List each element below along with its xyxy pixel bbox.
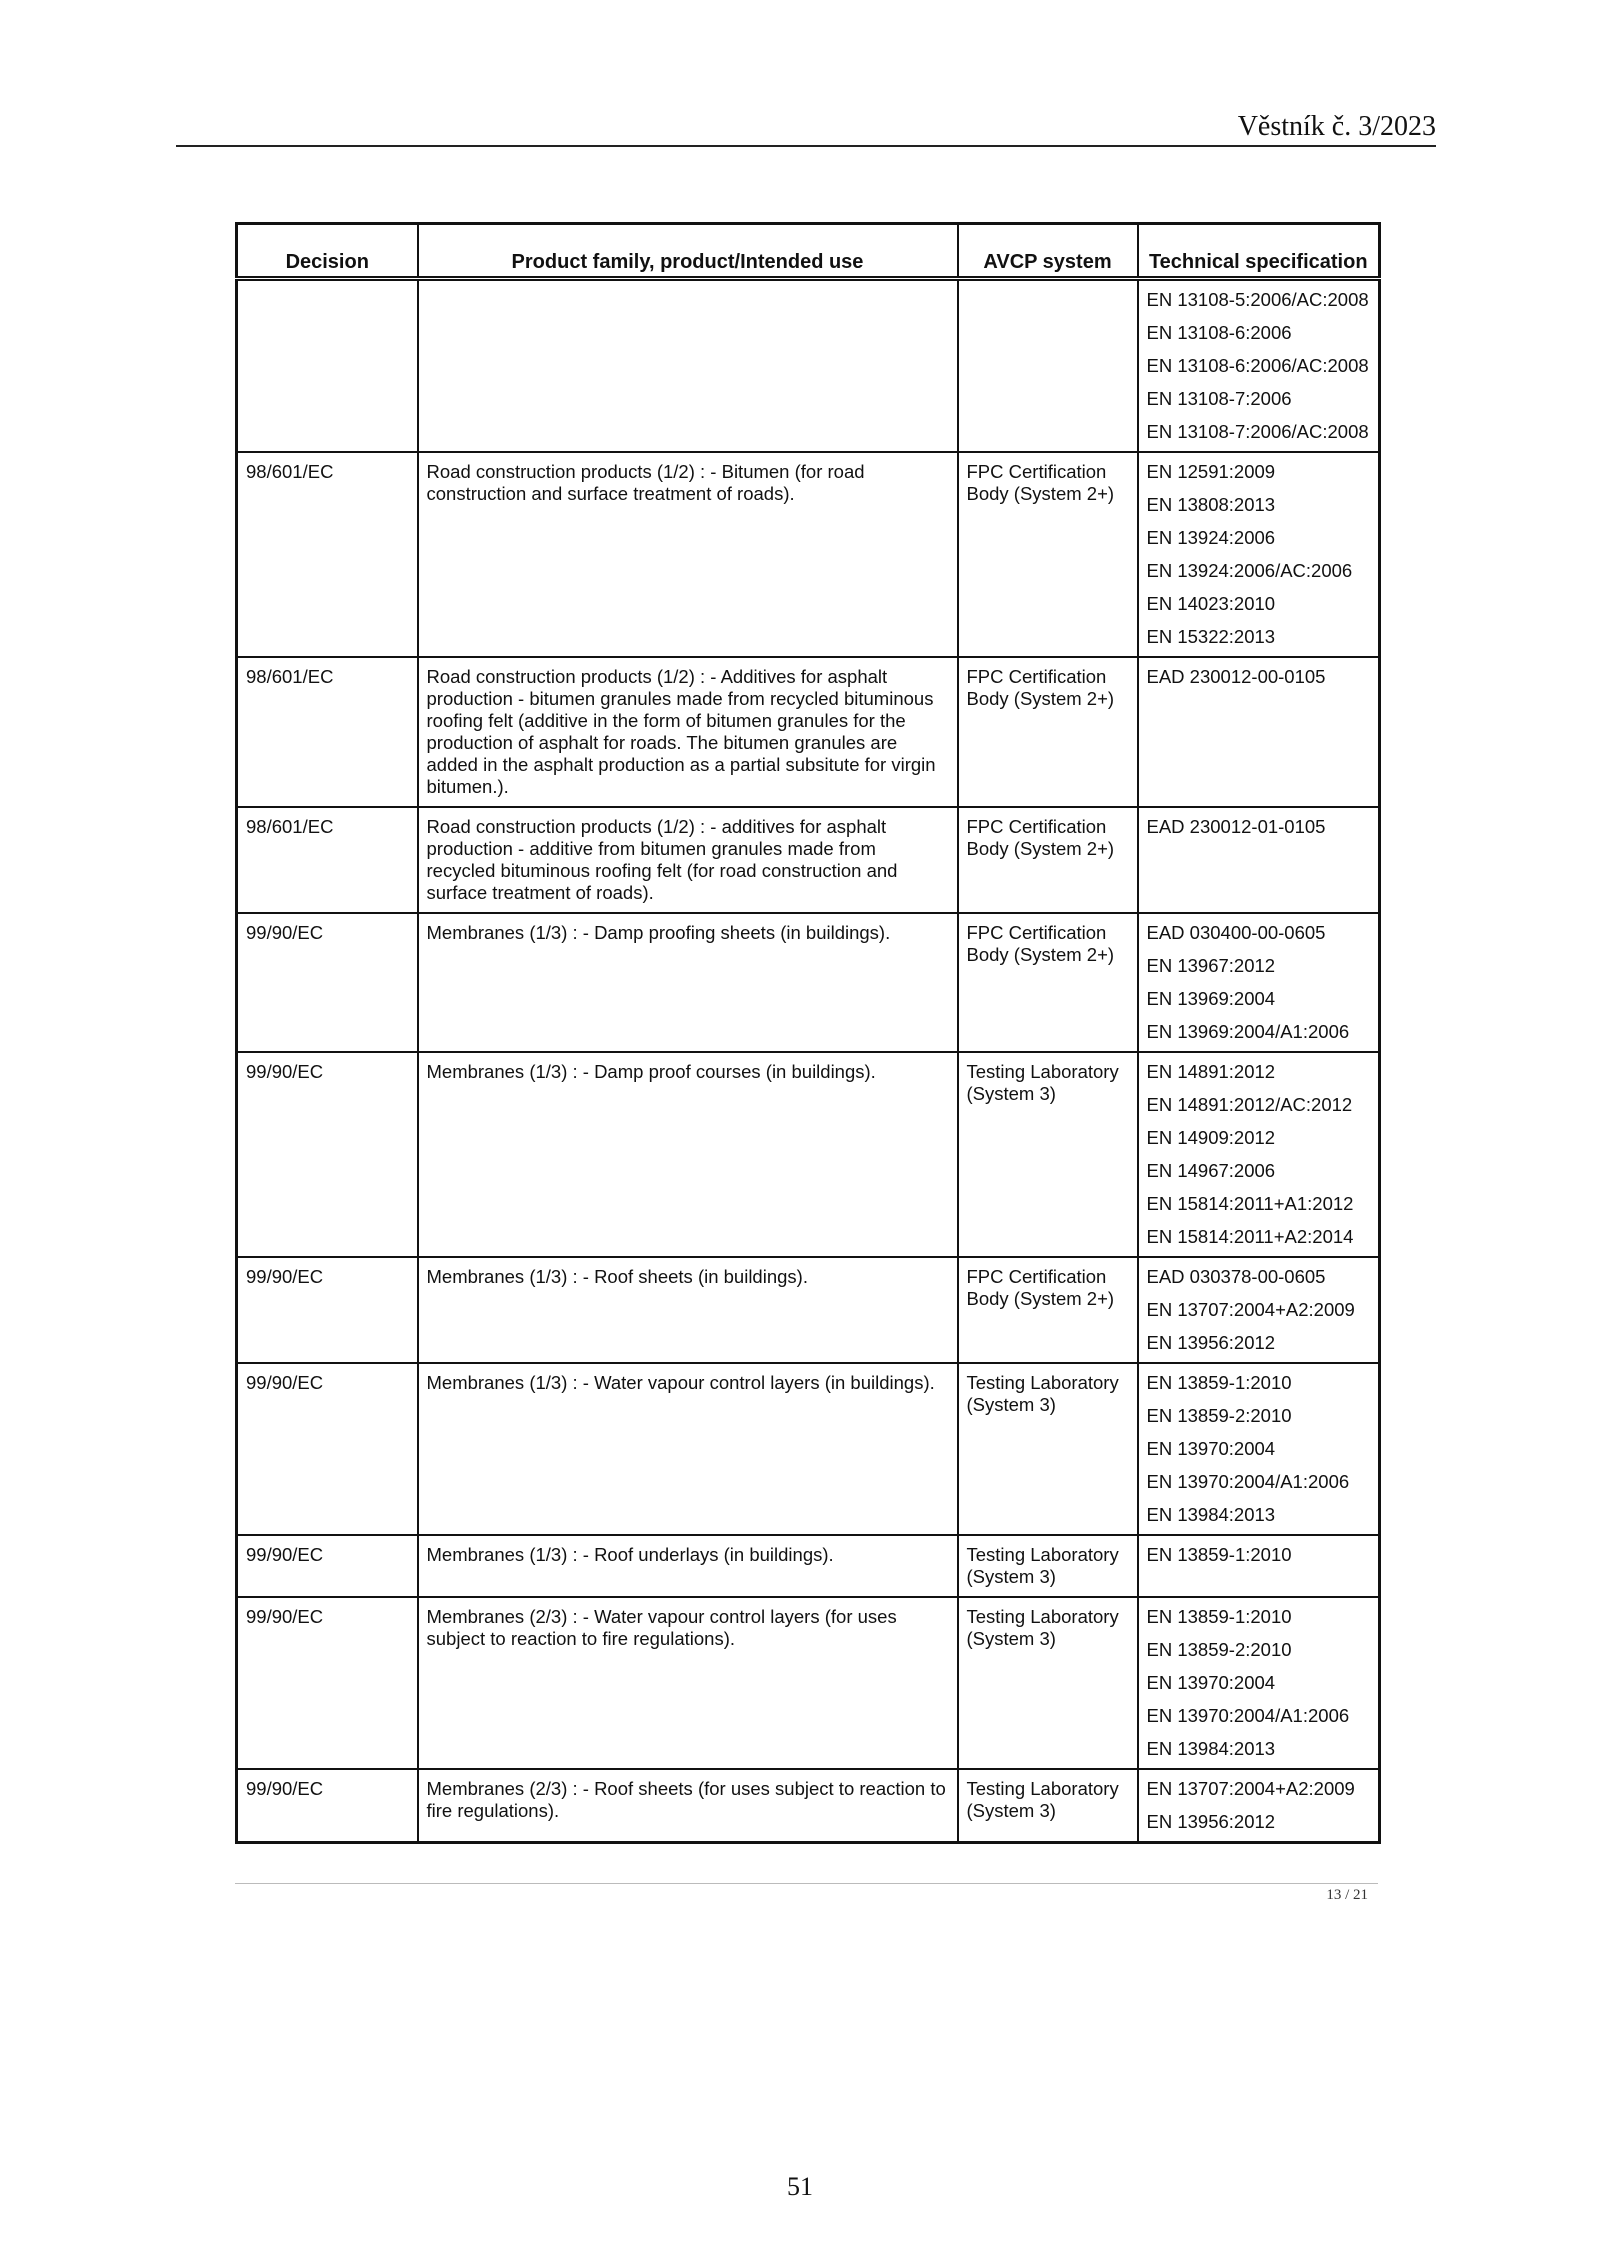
avcp-cell: Testing Laboratory (System 3) [958, 1769, 1138, 1843]
avcp-cell: Testing Laboratory (System 3) [958, 1535, 1138, 1597]
specification-item: EN 13707:2004+A2:2009 [1146, 1778, 1355, 1799]
specification-item: EAD 030400-00-0605 [1146, 922, 1326, 943]
specification-item: EN 13984:2013 [1146, 1738, 1276, 1759]
specification-item: EN 13984:2013 [1146, 1504, 1276, 1525]
decision-cell: 99/90/EC [237, 1257, 418, 1363]
specification-item: EAD 230012-00-0105 [1146, 666, 1326, 687]
table-row [237, 1769, 1380, 1843]
specification-cell [1138, 807, 1380, 913]
table-body [237, 279, 1380, 1843]
specification-item: EN 13707:2004+A2:2009 [1146, 1299, 1355, 1320]
table-row [237, 657, 1380, 807]
avcp-cell: Testing Laboratory (System 3) [958, 1363, 1138, 1535]
specification-item: EN 13956:2012 [1146, 1811, 1276, 1832]
avcp-cell: FPC Certification Body (System 2+) [958, 913, 1138, 1052]
product-cell: Membranes (1/3) : - Water vapour control layers (in buildings). [418, 1363, 958, 1535]
table-row [237, 807, 1380, 913]
table-row [237, 913, 1380, 1052]
specification-item: EN 13970:2004 [1146, 1672, 1276, 1693]
specification-table [235, 222, 1381, 1844]
specification-item: EN 13956:2012 [1146, 1332, 1276, 1353]
decision-cell: 98/601/EC [237, 452, 418, 657]
specification-item: EN 15814:2011+A1:2012 [1146, 1193, 1354, 1214]
specification-item: EN 13967:2012 [1146, 955, 1276, 976]
specification-item: EN 15322:2013 [1146, 626, 1276, 647]
avcp-cell: FPC Certification Body (System 2+) [958, 807, 1138, 913]
specification-item: EN 14891:2012/AC:2012 [1146, 1094, 1353, 1115]
specification-item: EN 13969:2004/A1:2006 [1146, 1021, 1350, 1042]
product-cell: Road construction products (1/2) : - Additives for asphalt production - bitumen granules made from recycled bituminous roofing felt (additive in the form of bitumen granules for the production of asphalt for roads. The bitumen granules are added in the asphalt production as a partial subsitute for virgin bitumen.). [418, 657, 958, 807]
product-cell: Road construction products (1/2) : - Bitumen (for road construction and surface treatment of roads). [418, 452, 958, 657]
specification-item: EN 13108-7:2006/AC:2008 [1146, 421, 1369, 442]
table-row [237, 279, 1380, 453]
avcp-cell: FPC Certification Body (System 2+) [958, 657, 1138, 807]
decision-cell: 98/601/EC [237, 657, 418, 807]
specification-item: EN 13859-2:2010 [1146, 1639, 1292, 1660]
column-header-product: Product family, product/Intended use [418, 224, 958, 279]
header-divider [176, 145, 1436, 147]
product-cell: Membranes (1/3) : - Damp proofing sheets (in buildings). [418, 913, 958, 1052]
specification-item: EN 13859-1:2010 [1146, 1606, 1292, 1627]
decision-cell: 99/90/EC [237, 913, 418, 1052]
specification-item: EN 15814:2011+A2:2014 [1146, 1226, 1354, 1247]
table-row [237, 452, 1380, 657]
product-cell: Road construction products (1/2) : - additives for asphalt production - additive from bitumen granules made from recycled bituminous roofing felt (for road construction and surface treatment of roads). [418, 807, 958, 913]
specification-cell [1138, 1363, 1380, 1535]
decision-cell: 99/90/EC [237, 1363, 418, 1535]
product-cell: Membranes (2/3) : - Roof sheets (for uses subject to reaction to fire regulations). [418, 1769, 958, 1843]
specification-cell [1138, 1597, 1380, 1769]
specification-item: EAD 030378-00-0605 [1146, 1266, 1326, 1287]
specification-item: EN 14023:2010 [1146, 593, 1276, 614]
specification-item: EN 13924:2006 [1146, 527, 1276, 548]
sheet-page-indicator: 13 / 21 [1326, 1887, 1368, 1903]
decision-cell: 99/90/EC [237, 1052, 418, 1257]
specification-item: EN 13970:2004/A1:2006 [1146, 1471, 1350, 1492]
specification-item: EN 13108-6:2006/AC:2008 [1146, 355, 1369, 376]
product-cell: Membranes (1/3) : - Roof underlays (in buildings). [418, 1535, 958, 1597]
specification-item: EN 12591:2009 [1146, 461, 1276, 482]
decision-cell: 99/90/EC [237, 1769, 418, 1843]
specification-cell [1138, 279, 1380, 453]
decision-cell: 99/90/EC [237, 1597, 418, 1769]
footer-divider [235, 1883, 1378, 1884]
specification-cell [1138, 1535, 1380, 1597]
page-number: 51 [787, 2172, 813, 2201]
avcp-cell: Testing Laboratory (System 3) [958, 1597, 1138, 1769]
specification-item: EN 13859-1:2010 [1146, 1544, 1292, 1565]
specification-item: EN 13970:2004/A1:2006 [1146, 1705, 1350, 1726]
specification-cell [1138, 452, 1380, 657]
specification-item: EN 14891:2012 [1146, 1061, 1276, 1082]
avcp-cell [958, 279, 1138, 453]
avcp-cell: FPC Certification Body (System 2+) [958, 452, 1138, 657]
specification-item: EN 13969:2004 [1146, 988, 1276, 1009]
table-header-row [237, 224, 1380, 279]
product-cell: Membranes (1/3) : - Roof sheets (in buildings). [418, 1257, 958, 1363]
table-row [237, 1597, 1380, 1769]
specification-item: EAD 230012-01-0105 [1146, 816, 1326, 837]
specification-item: EN 13970:2004 [1146, 1438, 1276, 1459]
specification-cell [1138, 1257, 1380, 1363]
decision-cell [237, 279, 418, 453]
decision-cell: 99/90/EC [237, 1535, 418, 1597]
specification-cell [1138, 1769, 1380, 1843]
avcp-cell: FPC Certification Body (System 2+) [958, 1257, 1138, 1363]
specification-cell [1138, 1052, 1380, 1257]
specification-cell [1138, 657, 1380, 807]
avcp-cell: Testing Laboratory (System 3) [958, 1052, 1138, 1257]
product-cell: Membranes (2/3) : - Water vapour control layers (for uses subject to reaction to fire regulations). [418, 1597, 958, 1769]
specification-item: EN 13859-2:2010 [1146, 1405, 1292, 1426]
specification-item: EN 13924:2006/AC:2006 [1146, 560, 1353, 581]
decision-cell: 98/601/EC [237, 807, 418, 913]
specification-item: EN 14909:2012 [1146, 1127, 1276, 1148]
journal-issue: Věstník č. 3/2023 [1237, 111, 1436, 142]
table-row [237, 1535, 1380, 1597]
specification-cell [1138, 913, 1380, 1052]
specification-item: EN 13808:2013 [1146, 494, 1276, 515]
product-cell: Membranes (1/3) : - Damp proof courses (in buildings). [418, 1052, 958, 1257]
column-header-avcp: AVCP system [958, 224, 1138, 279]
table-row [237, 1363, 1380, 1535]
product-cell [418, 279, 958, 453]
specification-item: EN 13108-5:2006/AC:2008 [1146, 289, 1369, 310]
column-header-technical-specification: Technical specification [1138, 224, 1380, 279]
specification-item: EN 13859-1:2010 [1146, 1372, 1292, 1393]
table-row [237, 1052, 1380, 1257]
specification-item: EN 13108-6:2006 [1146, 322, 1292, 343]
specification-item: EN 14967:2006 [1146, 1160, 1276, 1181]
column-header-decision: Decision [237, 224, 418, 279]
table-row [237, 1257, 1380, 1363]
specification-item: EN 13108-7:2006 [1146, 388, 1292, 409]
